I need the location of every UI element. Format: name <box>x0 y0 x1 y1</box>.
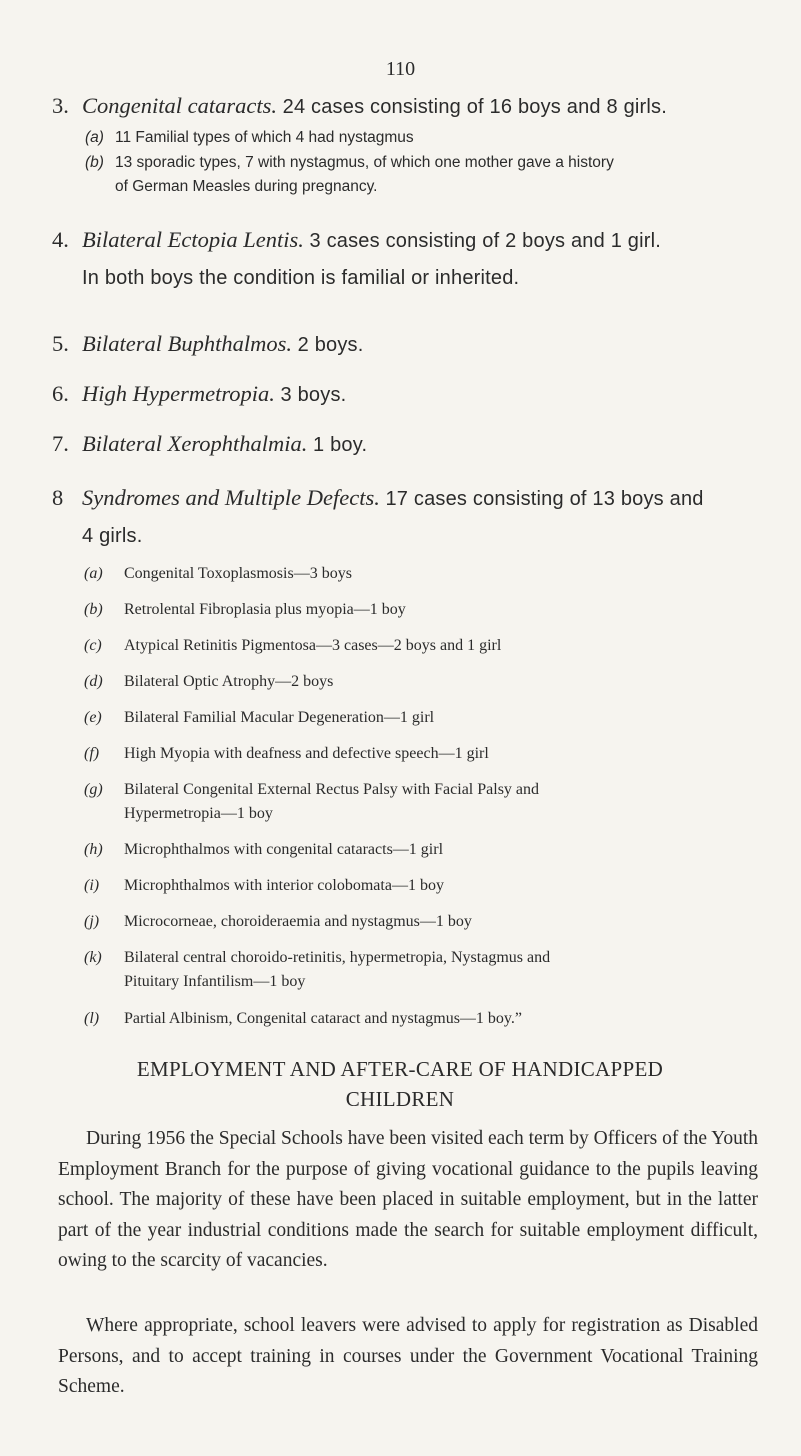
item-text: 3 boys. <box>280 384 347 406</box>
subitem-label: (a) <box>85 129 104 146</box>
subitem-label: (c) <box>84 637 102 654</box>
item-number: 4. <box>52 227 69 252</box>
item-text: 24 cases consisting of 16 boys and 8 girls. <box>282 96 667 118</box>
cataract-subitem-a <box>85 126 775 150</box>
list-item-ectopia-lentis <box>52 222 772 296</box>
subitem-label: (e) <box>84 709 102 726</box>
subitem-label: (i) <box>84 877 100 894</box>
subitem-label: (b) <box>85 154 104 171</box>
subitem-label: (b) <box>84 601 103 618</box>
syndrome-subitem-h <box>84 838 764 862</box>
subitem-text: Microphthalmos with interior colobomata—1 boy <box>124 877 444 894</box>
item-number: 8 <box>52 485 64 510</box>
paragraph-1: During 1956 the Special Schools have been visited each term by Officers of the Youth Employment Branch for the purpose of giving vocational guidance to the pupils leaving school. The majority of these have been placed in suitable employment, but in the latter part of the year industrial conditions made the search for suitable employment difficult, owing to the scarcity of vacancies. <box>58 1128 758 1271</box>
subitem-text: Bilateral central choroido-retinitis, hypermetropia, Nystagmus and <box>124 949 551 966</box>
item-number: 5. <box>52 331 69 356</box>
syndrome-subitem-d <box>84 670 764 694</box>
section-heading-line2: CHILDREN <box>345 1087 455 1111</box>
list-item-xerophthalmia <box>52 426 772 463</box>
item-text: 1 boy. <box>313 434 368 456</box>
syndrome-subitem-b <box>84 598 764 622</box>
item-title: Bilateral Xerophthalmia. <box>82 431 308 456</box>
subitem-text-cont: of German Measles during pregnancy. <box>115 178 378 195</box>
syndrome-subitem-j <box>84 910 764 934</box>
subitem-text: Bilateral Congenital External Rectus Palsy with Facial Palsy and <box>124 781 540 798</box>
subitem-text: Atypical Retinitis Pigmentosa—3 cases—2 boys and 1 girl <box>124 637 502 654</box>
item-title: Bilateral Ectopia Lentis. <box>82 227 304 252</box>
subitem-label: (g) <box>84 781 103 798</box>
syndrome-subitem-c <box>84 634 764 658</box>
item-title: Bilateral Buphthalmos. <box>82 331 292 356</box>
syndrome-subitem-l <box>84 1007 764 1031</box>
subitem-text: Partial Albinism, Congenital cataract and nystagmus—1 boy.” <box>124 1010 522 1027</box>
subitem-label: (f) <box>84 745 100 762</box>
subitem-text-cont: Pituitary Infantilism—1 boy <box>124 973 306 990</box>
subitem-text: Microphthalmos with congenital cataracts—1 girl <box>124 841 444 858</box>
subitem-label: (k) <box>84 949 102 966</box>
item-text: 17 cases consisting of 13 boys and <box>385 488 704 510</box>
section-heading <box>40 1054 760 1114</box>
subitem-text: Bilateral Familial Macular Degeneration—1 girl <box>124 709 435 726</box>
item-title: Congenital cataracts. <box>82 93 277 118</box>
subitem-label: (j) <box>84 913 100 930</box>
item-text: 2 boys. <box>297 334 364 356</box>
syndrome-subitem-f <box>84 742 764 766</box>
list-item-buphthalmos <box>52 326 772 363</box>
subitem-text: Congenital Toxoplasmosis—3 boys <box>124 565 352 582</box>
list-item-hypermetropia <box>52 376 772 413</box>
section-heading-line1: EMPLOYMENT AND AFTER-CARE OF HANDICAPPED <box>136 1057 664 1081</box>
subitem-text: High Myopia with deafness and defective speech—1 girl <box>124 745 489 762</box>
page-number: 110 <box>385 58 416 80</box>
syndrome-subitem-a <box>84 562 764 586</box>
item-number: 6. <box>52 381 69 406</box>
subitem-label: (a) <box>84 565 103 582</box>
subitem-label: (l) <box>84 1010 100 1027</box>
subitem-text: 13 sporadic types, 7 with nystagmus, of which one mother gave a history <box>115 154 614 171</box>
subitem-text: 11 Familial types of which 4 had nystagmus <box>115 129 414 146</box>
item-title: Syndromes and Multiple Defects. <box>82 485 380 510</box>
item-text-cont: 4 girls. <box>82 525 143 547</box>
syndrome-subitem-k <box>84 946 764 994</box>
syndrome-subitem-i <box>84 874 764 898</box>
item-text-cont: In both boys the condition is familial or inherited. <box>82 267 520 289</box>
cataract-subitem-b <box>85 151 775 199</box>
item-title: High Hypermetropia. <box>82 381 275 406</box>
item-text: 3 cases consisting of 2 boys and 1 girl. <box>309 230 662 252</box>
list-item-syndromes <box>52 480 772 554</box>
paragraph-2: Where appropriate, school leavers were advised to apply for registration as Disabled Persons, and to accept training in courses under the Government Vocational Training Scheme. <box>58 1315 758 1397</box>
subitem-label: (h) <box>84 841 103 858</box>
subitem-text: Microcorneae, choroideraemia and nystagmus—1 boy <box>124 913 472 930</box>
subitem-label: (d) <box>84 673 103 690</box>
item-number: 3. <box>52 93 69 118</box>
syndrome-subitem-e <box>84 706 764 730</box>
subitem-text: Bilateral Optic Atrophy—2 boys <box>124 673 334 690</box>
syndrome-subitem-g <box>84 778 764 826</box>
subitem-text-cont: Hypermetropia—1 boy <box>124 805 273 822</box>
list-item-congenital-cataracts <box>52 88 772 125</box>
subitem-text: Retrolental Fibroplasia plus myopia—1 boy <box>124 601 406 618</box>
item-number: 7. <box>52 431 69 456</box>
